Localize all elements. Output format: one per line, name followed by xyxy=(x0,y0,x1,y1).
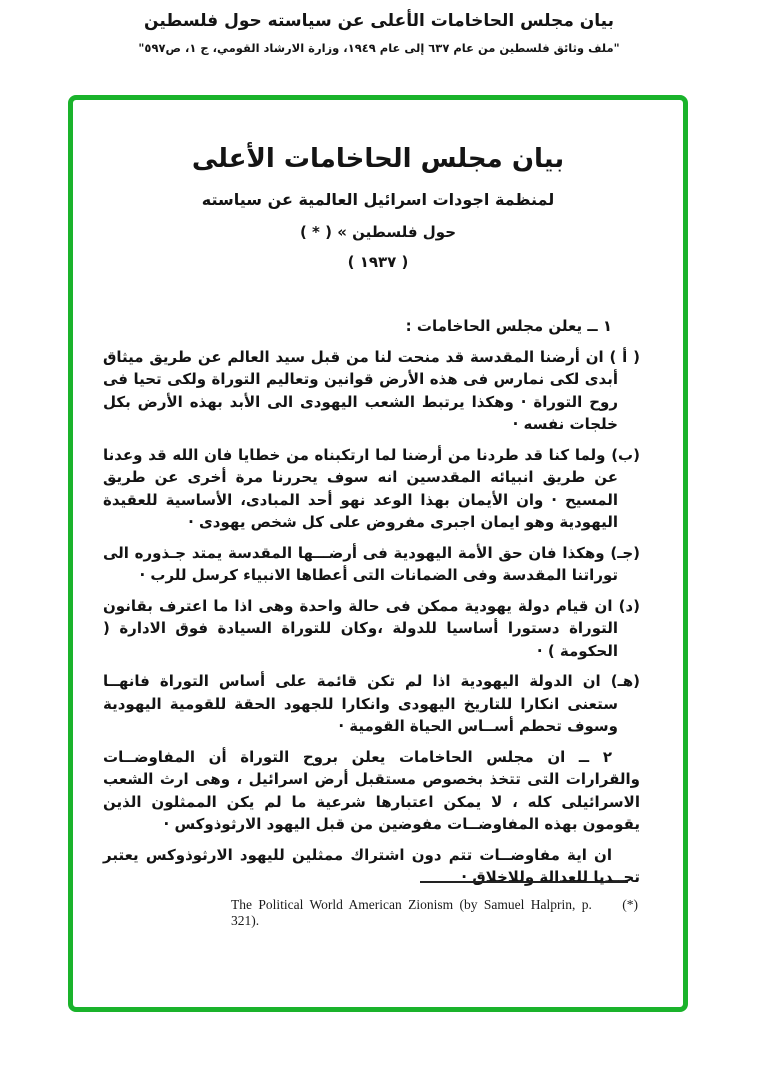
paragraph-1d: (د) ان قيام دولة يهودية ممكن فى حالة واحدة وهى اذا ما اعترف بقانون التوراة دستورا أساسيا للدولة ،وكان للتوراة السيادة فوق الادارة ( الحكومة ) · xyxy=(103,596,640,660)
paragraph-1e: (هـ) ان الدولة اليهودية اذا لم تكن قائمة على أساس التوراة فانهــا ستعنى انكارا للتاريخ اليهودى وانكارا للجهود الحقة للقومية اليهودية وسوف تحطم أســاس الحياة القومية · xyxy=(103,672,640,735)
page-header xyxy=(0,0,758,55)
document-subtitle: لمنظمة اجودات اسرائيل العالمية عن سياسته xyxy=(201,190,555,209)
page-header-source-line: "ملف وثائق فلسطين من عام ٦٣٧ إلى عام ١٩٤٩، وزارة الارشاد القومي، ج ١، ص٥٩٧" xyxy=(138,41,620,55)
paragraph-1: ١ ــ يعلن مجلس الحاخامات : xyxy=(405,317,612,335)
document-subtitle-line2: حول فلسطين » ( * ) xyxy=(299,223,457,241)
paragraph-1c: (جـ) وهكذا فان حق الأمة اليهودية فى أرضـــها المقدسة يمتد جـذوره الى توراتنا المقدسة وفى الضمانات التى أعطاها الانبياء كرسل للرب · xyxy=(103,543,640,584)
document-title: بيان مجلس الحاخامات الأعلى xyxy=(191,144,565,174)
paragraph-1b: (ب) ولما كنا قد طردنا من أرضنا لما ارتكبناه من خطايا فان الله قد وعدنا عن طريق انبيائه المقدسين انه سوف يحررنا مرة أخرى عن طريق المسيح · وان الأيمان بهذا الوعد نهو أحد المبادى، الأساسية للعقيدة اليهودية وهو ايمان اجبرى مفروض على كل شخص يهودى · xyxy=(103,445,640,531)
footnote xyxy=(231,897,638,929)
paragraph-1a: ( أ ) ان أرضنا المقدسة قد منحت لنا من قبل سيد العالم عن طريق ميثاق أبدى لكى نمارس فى هذه الأرض قوانين وتعاليم التوراة ولكى تحيا فى روح التوراة · وهكذا يرتبط الشعب اليهودى الى الأبد بهذه الأرض بكل خلجات نفسه · xyxy=(103,347,640,433)
document-year: ( ١٩٣٧ ) xyxy=(347,253,409,271)
footnote-divider xyxy=(420,881,628,883)
document-body xyxy=(103,315,640,889)
footnote-citation: The Political World American Zionism (by Samuel Halprin, p. 321). xyxy=(231,897,592,928)
document-frame xyxy=(68,95,688,1012)
paragraph-closing: ان اية مفاوضــات تتم دون اشتراك ممثلين لليهود الارثوذوكس يعتبر تحــديا للعدالة وللاخلاق · xyxy=(103,845,640,886)
footnote-asterisk-marker: (*) xyxy=(622,897,638,912)
page-header-title: بيان مجلس الحاخامات الأعلى عن سياسته حول فلسطين xyxy=(144,11,614,31)
paragraph-2: ٢ ــ ان مجلس الحاخامات يعلن بروح التوراة أن المفاوضــات والقرارات التى تتخذ بخصوص مستقبل أرض اسرائيل ، وهى ارث الشعب الاسرائيلى كله ، لا يمكن اعتبارها شرعية ما لم يكن الممثلون الذين يقومون بهذه المفاوضــات مفوضين من قبل اليهود الارثوذوكس · xyxy=(103,747,640,833)
